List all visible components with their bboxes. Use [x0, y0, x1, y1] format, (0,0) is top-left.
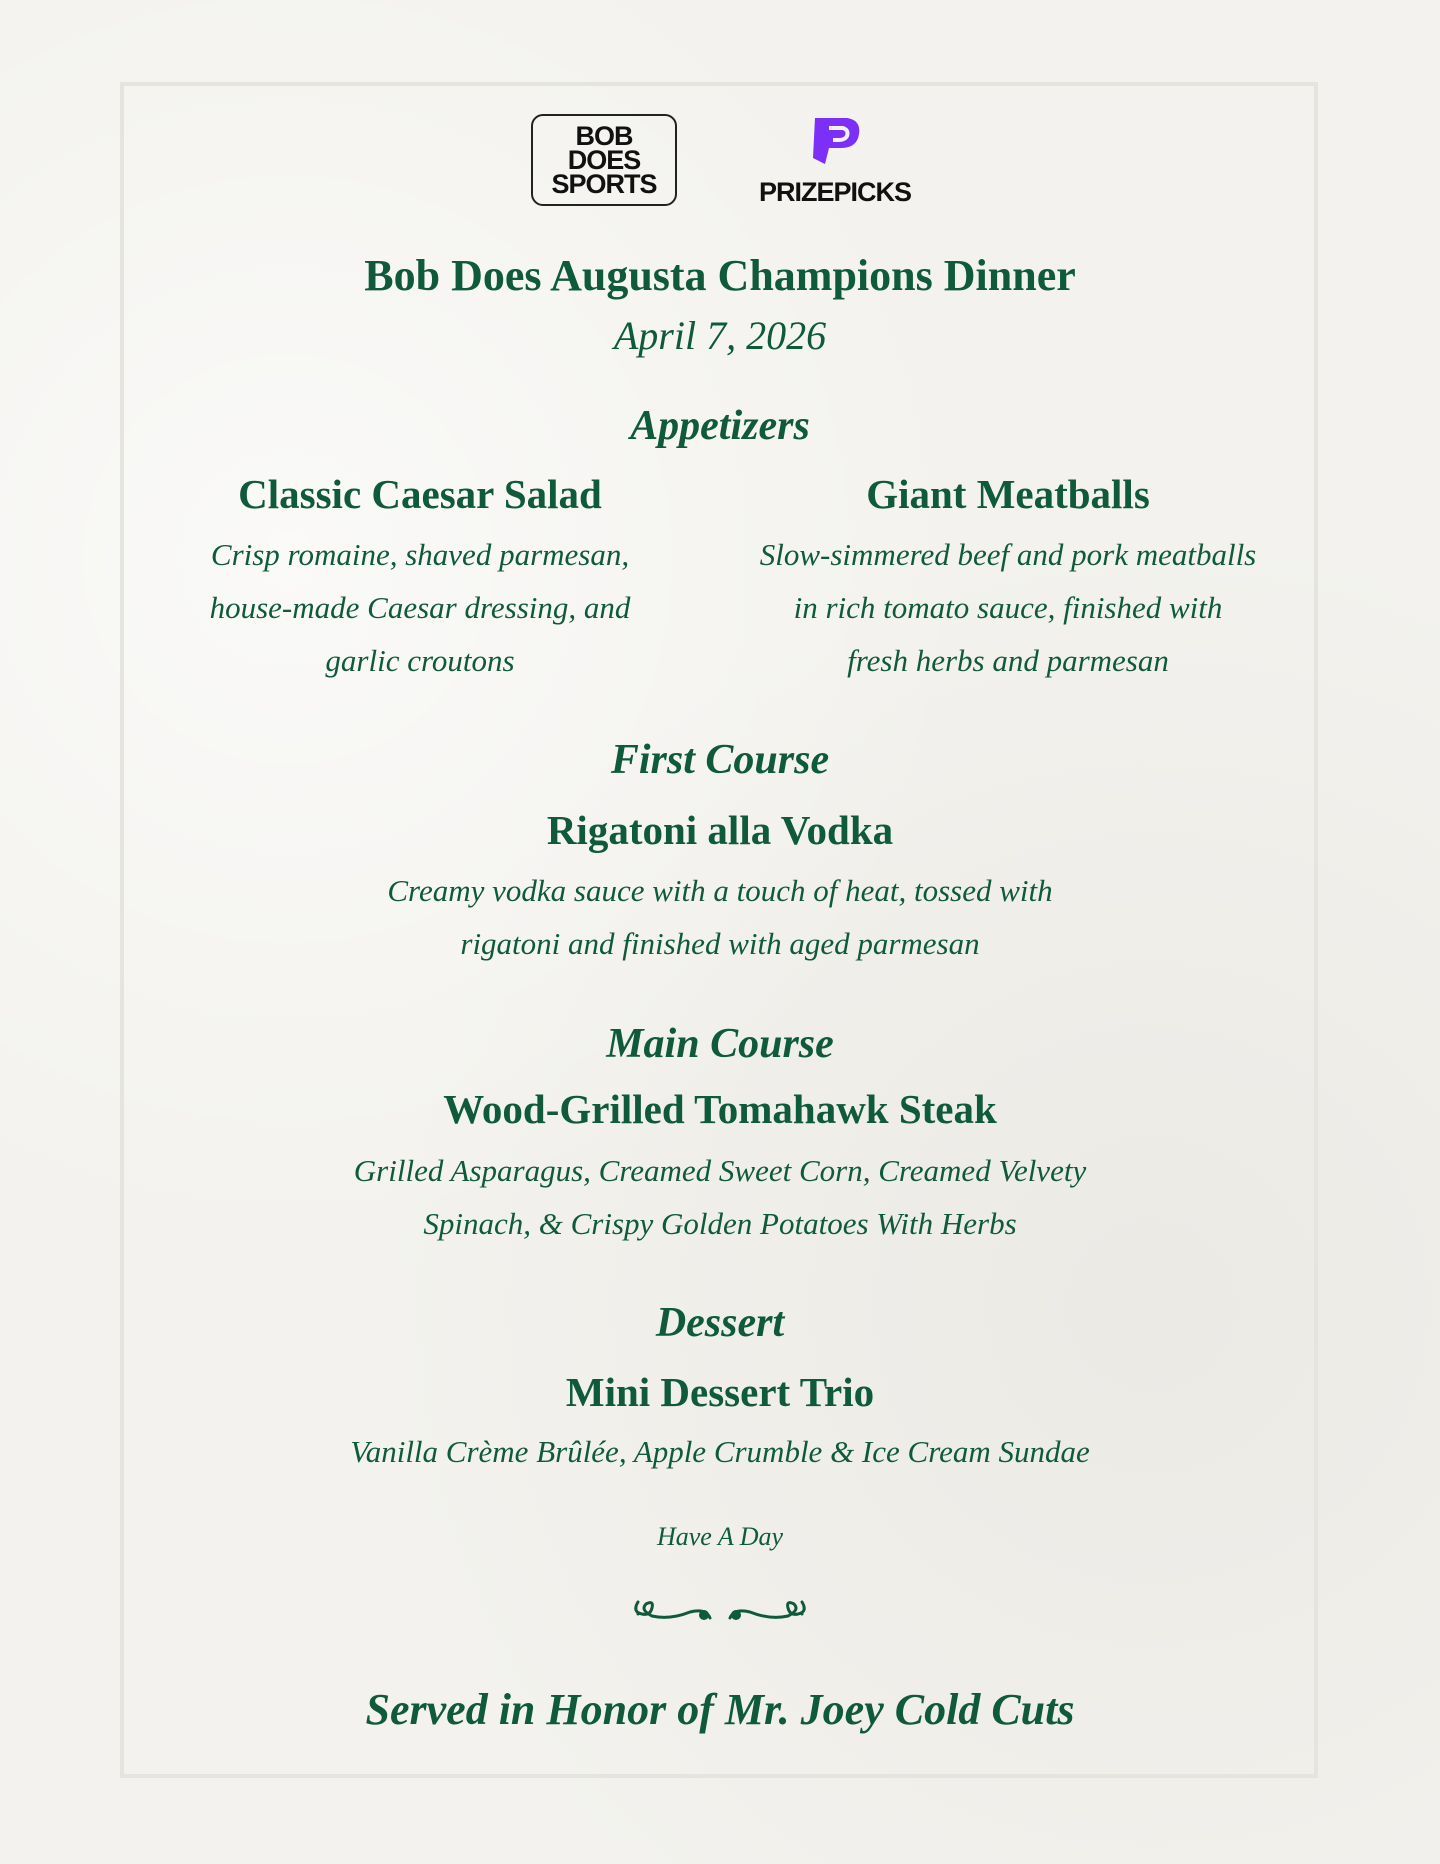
- dish-desc-line: Vanilla Crème Brûlée, Apple Crumble & Ice Cream Sundae: [350, 1434, 1090, 1469]
- prizepicks-wordmark: PRIZEPICKS: [758, 177, 912, 207]
- appetizers-heading: Appetizers: [630, 403, 810, 449]
- dish-desc-line: Spinach, & Crispy Golden Potatoes With Herbs: [423, 1206, 1017, 1241]
- prizepicks-p-icon: [807, 114, 863, 166]
- dish-desc-line: garlic croutons: [325, 643, 515, 678]
- first-course-heading: First Course: [610, 737, 830, 783]
- dish-name: Rigatoni alla Vodka: [546, 807, 894, 853]
- menu-title: Bob Does Augusta Champions Dinner: [364, 251, 1076, 300]
- dish-desc-line: in rich tomato sauce, finished with: [793, 590, 1223, 625]
- dish-desc-line: Slow-simmered beef and pork meatballs: [759, 537, 1257, 572]
- dish-desc-line: Creamy vodka sauce with a touch of heat, tossed with: [387, 873, 1053, 908]
- dish-desc-line: fresh herbs and parmesan: [847, 643, 1169, 678]
- menu-date: April 7, 2026: [613, 313, 827, 358]
- honor-dedication: Served in Honor of Mr. Joey Cold Cuts: [365, 1685, 1075, 1734]
- dish-name: Mini Dessert Trio: [565, 1369, 875, 1415]
- dish-name: Wood-Grilled Tomahawk Steak: [443, 1086, 997, 1132]
- dish-desc: [0, 1144, 1440, 1250]
- dish-desc-line: Crisp romaine, shaved parmesan,: [210, 537, 630, 572]
- dish-desc-line: Grilled Asparagus, Creamed Sweet Corn, Creamed Velvety: [353, 1153, 1087, 1188]
- dish-name: Classic Caesar Salad: [238, 471, 602, 517]
- dish-desc: [0, 1425, 1440, 1478]
- appetizer-item: [150, 470, 690, 687]
- main-course-heading: Main Course: [606, 1021, 834, 1067]
- logo-line: BOB: [575, 121, 633, 151]
- dish-name: Giant Meatballs: [866, 471, 1150, 517]
- prizepicks-logo: [740, 114, 930, 208]
- bob-does-sports-logo: [531, 114, 677, 206]
- dish-desc: [0, 864, 1440, 970]
- dish-desc-line: rigatoni and finished with aged parmesan: [460, 926, 980, 961]
- appetizer-item: [718, 470, 1298, 687]
- dessert-heading: Dessert: [655, 1300, 785, 1346]
- tagline: Have A Day: [656, 1522, 784, 1551]
- logo-line: SPORTS: [551, 169, 657, 199]
- logo-line: DOES: [567, 145, 641, 175]
- dish-desc-line: house-made Caesar dressing, and: [209, 590, 631, 625]
- flourish-ornament-icon: [630, 1592, 810, 1632]
